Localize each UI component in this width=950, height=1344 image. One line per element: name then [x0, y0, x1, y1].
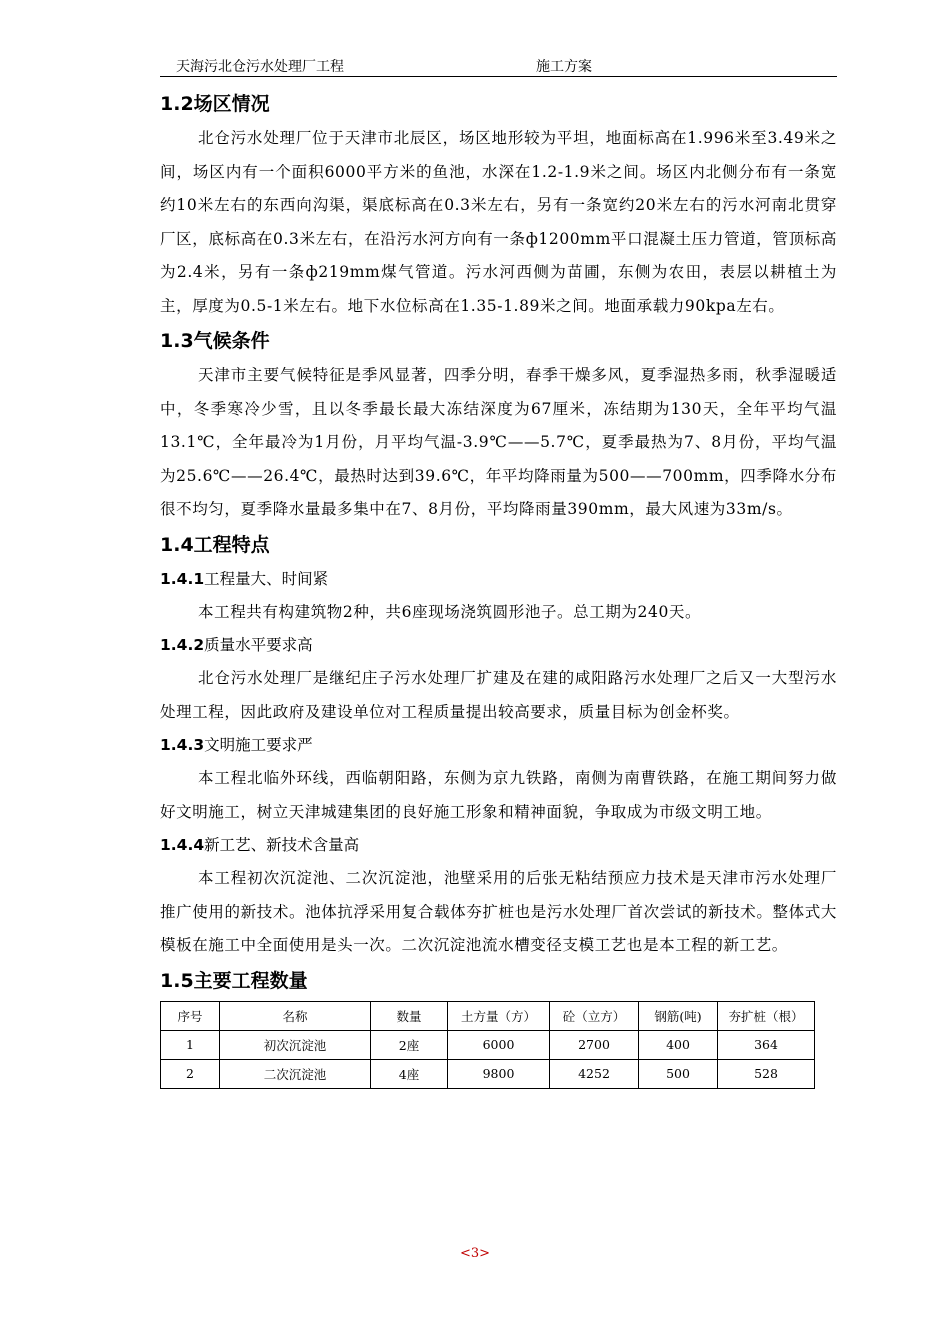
table-cell: 4252: [550, 1059, 639, 1088]
subsection-number: 1.4.3: [160, 736, 205, 754]
table-cell: 初次沉淀池: [220, 1030, 371, 1059]
table-cell: 2: [161, 1059, 220, 1088]
subsection-1-4-1-paragraph: 本工程共有构建筑物2种，共6座现场浇筑圆形池子。总工期为240天。: [198, 602, 702, 621]
subsection-label: 质量水平要求高: [204, 636, 313, 654]
table-cell: 364: [718, 1030, 815, 1059]
table-header-row: [161, 1001, 815, 1030]
section-title-1-2: 1.2场区情况: [160, 93, 270, 115]
subsection-1-4-2-paragraph: 北仓污水处理厂是继纪庄子污水处理厂扩建及在建的咸阳路污水处理厂之后又一大型污水处理工程，因此政府及建设单位对工程质量提出较高要求，质量目标为创金杯奖。: [160, 669, 837, 721]
table-cell: 2700: [550, 1030, 639, 1059]
section-1-3-paragraph: 天津市主要气候特征是季风显著，四季分明，春季干燥多风，夏季湿热多雨，秋季湿暖适中，冬季寒冷少雪，且以冬季最长最大冻结深度为67厘米，冻结期为130天，全年平均气温13.1℃，全年最冷为1月份，月平均气温-3.9℃——5.7℃，夏季最热为7、8月份，平均气温为25.6℃——26.4℃，最热时达到39.6℃，年平均降雨量为500——700mm，四季降水分布很不均匀，夏季降水量最多集中在7、8月份，平均降雨量390mm，最大风速为33m/s。: [160, 366, 837, 518]
table-cell: 500: [639, 1059, 718, 1088]
subsection-label: 新工艺、新技术含量高: [204, 836, 360, 854]
page-header: [160, 56, 837, 77]
section-1-2-paragraph: 北仓污水处理厂位于天津市北辰区，场区地形较为平坦，地面标高在1.996米至3.49米之间，场区内有一个面积6000平方米的鱼池，水深在1.2-1.9米之间。场区内北侧分布有一条宽约10米左右的东西向沟渠，渠底标高在0.3米左右，另有一条宽约20米左右的污水河南北贯穿厂区，底标高在0.3米左右，在沿污水河方向有一条ф1200mm平口混凝土压力管道，管顶标高为2.4米，另有一条ф219mm煤气管道。污水河西侧为苗圃，东侧为农田，表层以耕植土为主，厚度为0.5-1米左右。地下水位标高在1.35-1.89米之间。地面承载力90kpa左右。: [160, 129, 837, 315]
header-cell: 钢筋(吨): [639, 1001, 718, 1030]
subsection-title-1-4-1: [160, 563, 837, 596]
subsection-title-1-4-4: [160, 829, 837, 862]
subsection-1-4-3-paragraph: 本工程北临外环线，西临朝阳路，东侧为京九铁路，南侧为南曹铁路，在施工期间努力做好文明施工，树立天津城建集团的良好施工形象和精神面貌，争取成为市级文明工地。: [160, 769, 837, 821]
table-cell: 9800: [448, 1059, 550, 1088]
quantities-table: [160, 1001, 815, 1089]
table-row: [161, 1030, 815, 1059]
table-cell: 4座: [371, 1059, 448, 1088]
subsection-title-1-4-3: [160, 729, 837, 762]
table-cell: 6000: [448, 1030, 550, 1059]
subsection-number: 1.4.4: [160, 836, 205, 854]
table-cell: 二次沉淀池: [220, 1059, 371, 1088]
header-doc-type: 施工方案: [536, 59, 592, 75]
header-cell: 土方量（方）: [448, 1001, 550, 1030]
header-cell: 名称: [220, 1001, 371, 1030]
table-row: [161, 1059, 815, 1088]
header-cell: 砼（立方）: [550, 1001, 639, 1030]
header-cell: 夯扩桩（根）: [718, 1001, 815, 1030]
section-title-1-3: 1.3气候条件: [160, 330, 270, 352]
section-title-1-5: 1.5主要工程数量: [160, 969, 308, 992]
header-cell: 数量: [371, 1001, 448, 1030]
header-cell: 序号: [161, 1001, 220, 1030]
subsection-label: 文明施工要求严: [204, 736, 313, 754]
subsection-number: 1.4.1: [160, 569, 205, 588]
section-title-1-4: 1.4工程特点: [160, 533, 270, 556]
subsection-number: 1.4.2: [160, 636, 205, 654]
subsection-label: 工程量大、时间紧: [204, 569, 329, 588]
table-cell: 528: [718, 1059, 815, 1088]
table-cell: 2座: [371, 1030, 448, 1059]
header-project-name: 天海污北仓污水处理厂工程: [176, 59, 344, 75]
subsection-1-4-4-paragraph: 本工程初次沉淀池、二次沉淀池，池壁采用的后张无粘结预应力技术是天津市污水处理厂推广使用的新技术。池体抗浮采用复合载体夯扩桩也是污水处理厂首次尝试的新技术。整体式大模板在施工中全面使用是头一次。二次沉淀池流水槽变径支模工艺也是本工程的新工艺。: [160, 869, 837, 954]
table-cell: 400: [639, 1030, 718, 1059]
subsection-title-1-4-2: [160, 629, 837, 662]
table-cell: 1: [161, 1030, 220, 1059]
page-number: <3>: [459, 1246, 491, 1261]
document-body: [160, 86, 837, 1089]
